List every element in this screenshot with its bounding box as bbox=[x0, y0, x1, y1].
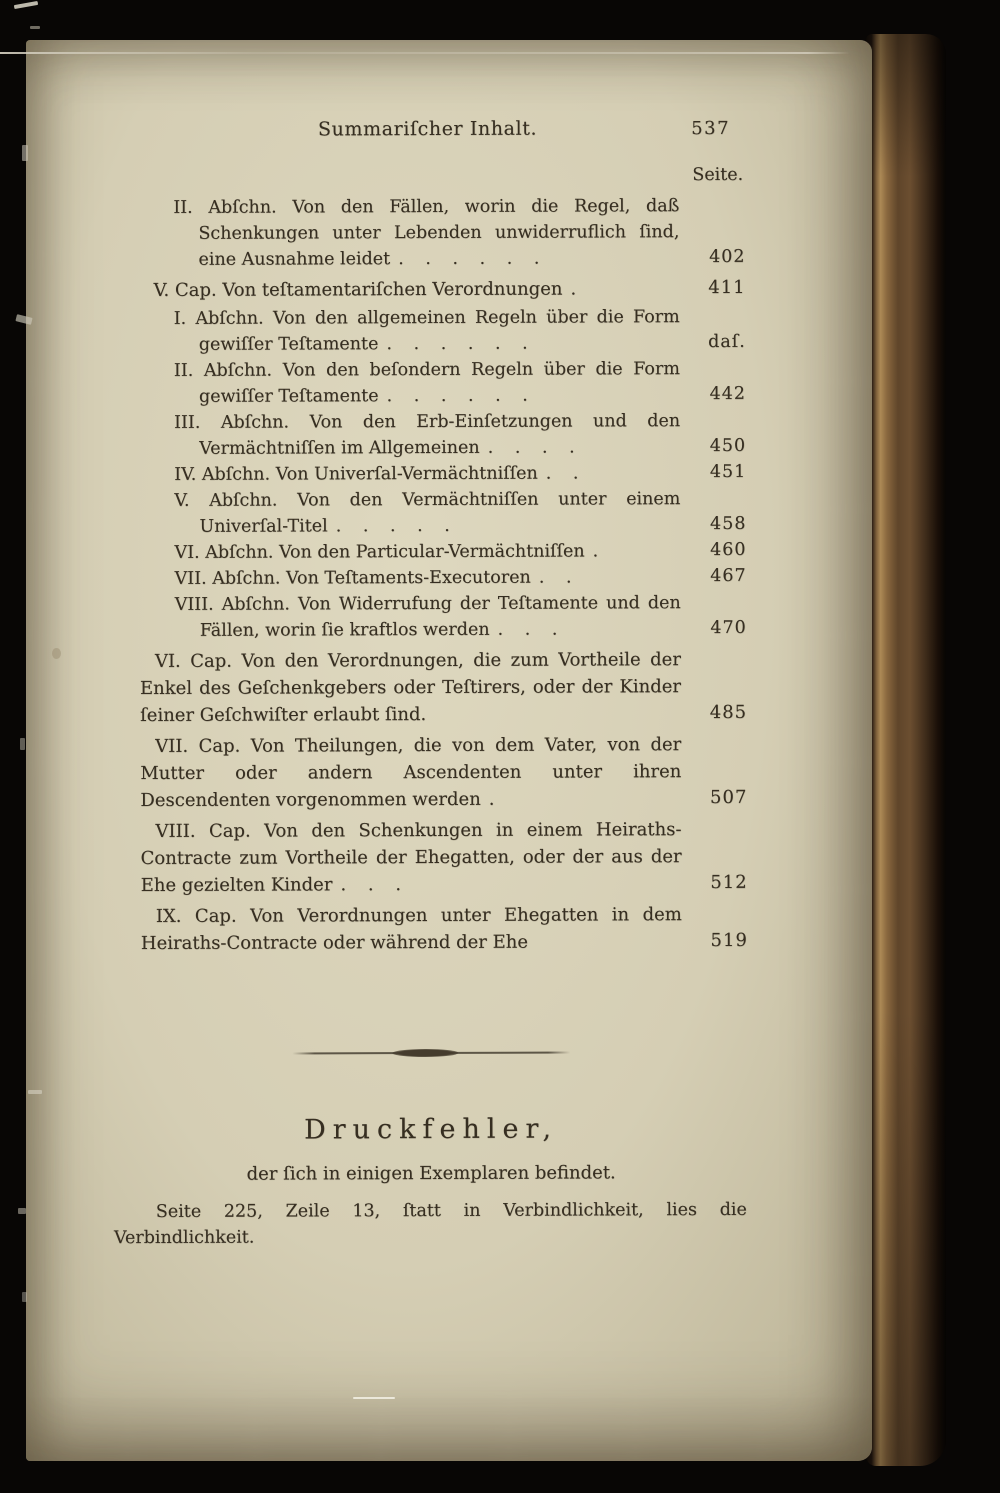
toc-leader-dots: . bbox=[570, 278, 578, 300]
seite-column-label: Seite. bbox=[692, 164, 744, 186]
toc-entry-text: VI. Abſchn. Von den Particular-Vermächtniſſen bbox=[174, 541, 585, 563]
page-header bbox=[110, 117, 745, 151]
toc-entry-page: 402 bbox=[709, 246, 746, 268]
page-content bbox=[110, 117, 749, 1251]
toc-entry-text: VIII. Cap. Von den Schenkungen in einem Heiraths-Contracte zum Vortheile der Ehegatten, oder der aus der Ehe gezielten Kinder bbox=[140, 819, 682, 897]
toc-entry bbox=[139, 356, 746, 410]
toc-leader-dots: . bbox=[488, 788, 496, 810]
toc-entry-page: 458 bbox=[710, 513, 747, 535]
toc-entry-text: VI. Cap. Von den Verordnungen, die zum Vortheile der Enkel des Geſchenkgebers oder Teſtirers, oder der Kinder ſeiner Geſchwiſter erlaubt ſind. bbox=[139, 649, 682, 727]
toc-entry bbox=[140, 646, 747, 729]
toc-entry bbox=[140, 564, 747, 592]
toc-entry bbox=[140, 590, 747, 644]
scan-artifact-top-streak bbox=[0, 52, 850, 54]
toc-entry bbox=[139, 275, 746, 304]
toc-leader-dots: . . . bbox=[497, 619, 559, 640]
toc-entry-text: VII. Cap. Von Theilungen, die von dem Vater, von der Mutter oder andern Ascendenten unter ihren Descendenten vorgenommen werden bbox=[140, 734, 682, 812]
toc-list bbox=[138, 193, 748, 957]
toc-leader-dots: . . bbox=[545, 463, 580, 484]
toc-leader-dots: . . . . . . bbox=[398, 248, 541, 270]
scan-artifact bbox=[14, 1, 38, 9]
page-title: Summariſcher Inhalt. bbox=[317, 117, 538, 141]
scan-artifact bbox=[30, 26, 40, 29]
page-number: 537 bbox=[691, 117, 731, 140]
toc-entry-page: 467 bbox=[710, 565, 747, 587]
toc-entry-text: VII. Abſchn. Von Teſtaments-Executoren bbox=[174, 567, 531, 589]
toc-leader-dots: . . bbox=[538, 567, 573, 588]
scan-artifact bbox=[22, 1292, 27, 1302]
toc-entry-page: 507 bbox=[710, 786, 748, 809]
toc-entry-text: V. Cap. Von teſtamentariſchen Verordnungen bbox=[153, 278, 563, 301]
toc-entry bbox=[139, 538, 746, 566]
errata-text: Seite 225, Zeile 13, ſtatt in Verbindlichkeit, lies die Verbindlichkeit. bbox=[113, 1199, 747, 1249]
toc-entry bbox=[139, 408, 746, 462]
divider-ornament bbox=[392, 1049, 458, 1057]
toc-entry bbox=[139, 304, 746, 358]
toc-entry-text: II. Abſchn. Von den beſondern Regeln über die Form gewiſſer Teſtamente bbox=[173, 359, 680, 407]
toc-entry-page: 442 bbox=[709, 383, 747, 405]
toc-entry bbox=[140, 816, 747, 899]
toc-entry bbox=[140, 731, 747, 814]
toc-entry-text: V. Abſchn. Von den Vermächtniſſen unter einem Univerſal-Titel bbox=[174, 489, 681, 537]
toc-entry-text: VIII. Abſchn. Von Widerrufung der Teſtamente und den Fällen, worin ſie kraftlos werden bbox=[174, 593, 681, 641]
toc-entry-page: daſ. bbox=[708, 331, 746, 353]
toc-entry bbox=[141, 901, 748, 957]
toc-entry-page: 519 bbox=[710, 929, 748, 952]
toc-entry-page: 451 bbox=[709, 461, 747, 483]
toc-leader-dots: . . . . bbox=[487, 437, 576, 458]
toc-entry-text: IV. Abſchn. Von Univerſal-Vermächtniſſen bbox=[174, 463, 538, 485]
toc-entry-page: 512 bbox=[710, 871, 748, 894]
scan-artifact bbox=[28, 1090, 42, 1094]
toc-entry-text: I. Abſchn. Von den allgemeinen Regeln über die Form gewiſſer Teſtamente bbox=[173, 307, 680, 355]
toc-leader-dots: . bbox=[592, 541, 600, 562]
scan-artifact bbox=[20, 738, 25, 750]
book-fore-edge bbox=[866, 34, 946, 1466]
scan-artifact bbox=[353, 1397, 395, 1399]
toc-entry-text: IX. Cap. Von Verordnungen unter Ehegatten in dem Heiraths-Contracte oder während der Ehe bbox=[140, 904, 682, 955]
scan-artifact bbox=[18, 1208, 26, 1214]
errata-subtitle: der ſich in einigen Exemplaren befindet. bbox=[246, 1162, 616, 1185]
errata-section bbox=[114, 1113, 749, 1251]
toc-entry-page: 450 bbox=[709, 435, 747, 457]
book-page bbox=[26, 40, 872, 1461]
toc-entry bbox=[139, 486, 746, 540]
toc-entry-page: 460 bbox=[710, 539, 747, 561]
toc-leader-dots: . . . . . bbox=[335, 515, 451, 537]
toc-leader-dots: . . . . . . bbox=[386, 385, 529, 407]
toc-entry-text: III. Abſchn. Von den Erb-Einſetzungen und den Vermächtniſſen im Allgemeinen bbox=[174, 411, 681, 459]
toc-entry bbox=[139, 460, 746, 488]
toc-entry-text: II. Abſchn. Von den Fällen, worin die Regel, daß Schenkungen unter Lebenden unwiderruflich ſind, eine Ausnahme leidet bbox=[173, 196, 680, 270]
toc-entry-page: 470 bbox=[710, 617, 747, 639]
toc-entry-page: 411 bbox=[708, 276, 746, 299]
scan-artifact bbox=[22, 145, 28, 161]
toc-leader-dots: . . . bbox=[340, 874, 403, 896]
toc-entry bbox=[138, 193, 745, 273]
scan-artifact bbox=[52, 648, 61, 659]
toc-leader-dots: . . . . . . bbox=[386, 333, 529, 355]
section-divider bbox=[292, 1048, 570, 1059]
errata-title: Druckfehler, bbox=[304, 1113, 559, 1146]
toc-entry-page: 485 bbox=[709, 701, 748, 724]
